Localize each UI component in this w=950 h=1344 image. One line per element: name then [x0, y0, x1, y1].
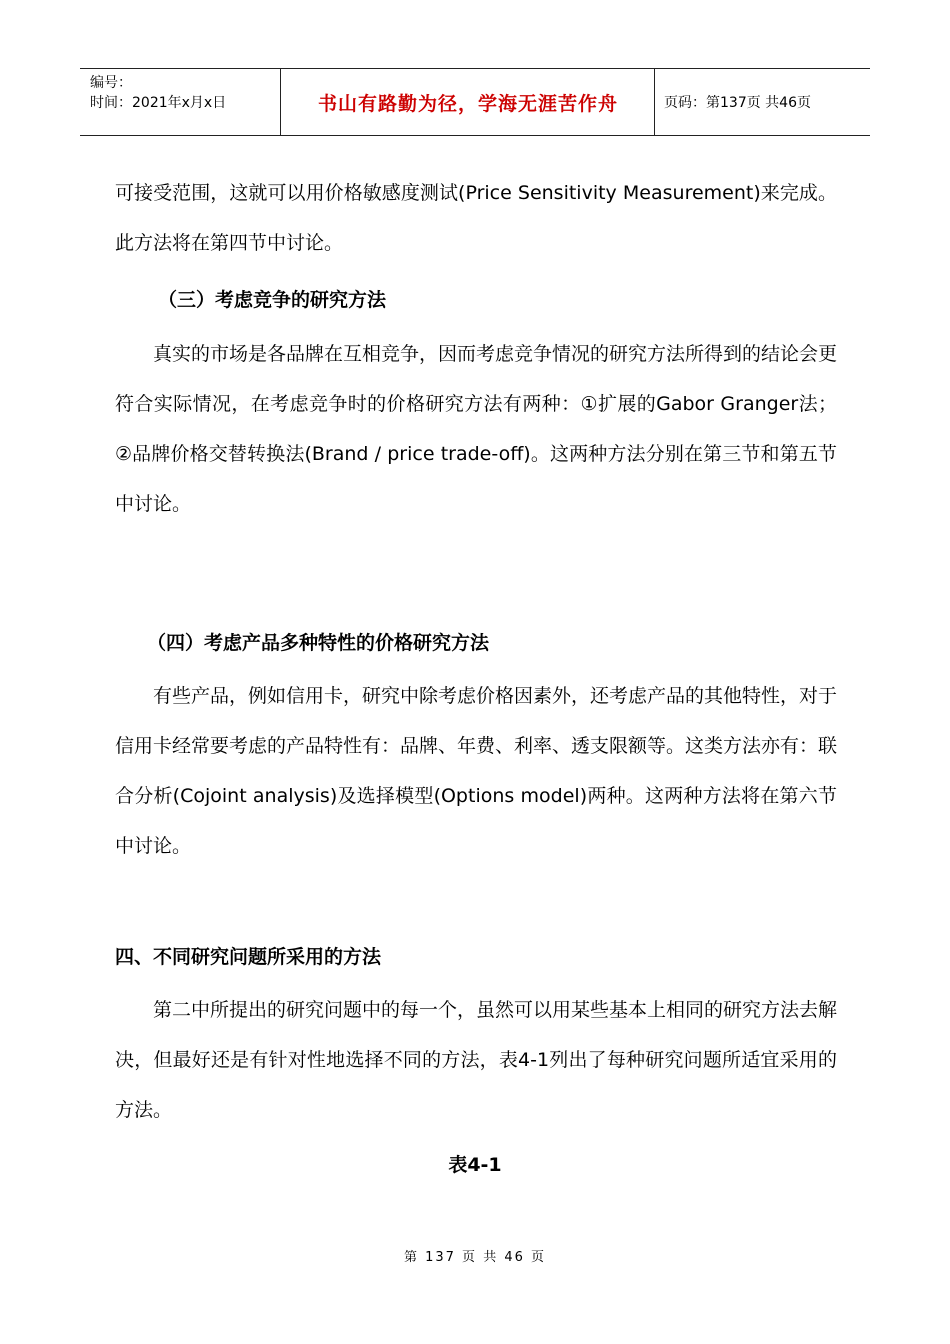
paragraph-price-sensitivity: 可接受范围，这就可以用价格敏感度测试(Price Sensitivity Measurement)来完成。此方法将在第四节中讨论。	[115, 182, 837, 254]
page-footer: 第 137 页 共 46 页	[403, 1250, 547, 1265]
page-header	[80, 68, 870, 136]
paragraph-research-questions: 第二中所提出的研究问题中的每一个，虽然可以用某些基本上相同的研究方法去解决，但最好还是有针对性地选择不同的方法，表4-1列出了每种研究问题所适宜采用的方法。	[115, 999, 838, 1121]
paragraph-competition: 真实的市场是各品牌在互相竞争，因而考虑竞争情况的研究方法所得到的结论会更符合实际情况，在考虑竞争时的价格研究方法有两种：①扩展的Gabor Granger法；②品牌价格交替转换法(Brand / price trade-off)。这两种方法分别在第三节和第五节中讨论。	[115, 343, 838, 515]
header-divider-right	[654, 69, 655, 135]
heading-section-four: 四、不同研究问题所采用的方法	[115, 946, 382, 968]
header-meta	[90, 73, 226, 113]
date-label: 时间：2021年x月x日	[90, 95, 227, 111]
serial-label: 编号：	[90, 75, 132, 91]
header-divider-left	[280, 69, 281, 135]
header-page-info: 页码：第137页 共46页	[664, 95, 811, 111]
paragraph-multi-attribute: 有些产品，例如信用卡，研究中除考虑价格因素外，还考虑产品的其他特性，对于信用卡经常要考虑的产品特性有：品牌、年费、利率、透支限额等。这类方法亦有：联合分析(Cojoint analysis)及选择模型(Options model)两种。这两种方法将在第六节中讨论。	[115, 685, 838, 857]
heading-competition-methods: （三）考虑竞争的研究方法	[158, 289, 387, 311]
table-title: 表4-1	[448, 1154, 502, 1176]
header-motto: 书山有路勤为径，学海无涯苦作舟	[317, 92, 618, 115]
heading-multi-attribute-methods: （四）考虑产品多种特性的价格研究方法	[147, 632, 490, 654]
